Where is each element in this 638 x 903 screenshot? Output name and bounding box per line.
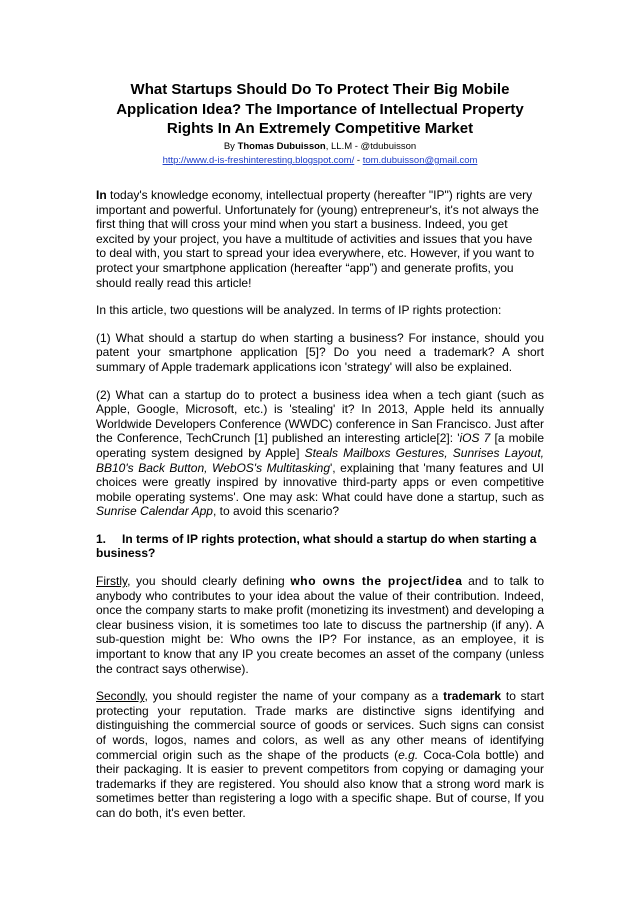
secondly-a: , you should register the name of your company as a — [144, 689, 444, 704]
intro-paragraph — [96, 188, 544, 290]
q2-part2: [a mobile operating system designed by Apple] — [96, 431, 545, 460]
firstly-a: , you should clearly defining — [127, 574, 291, 589]
heading-number: 1. — [96, 531, 107, 546]
analyzed-paragraph: In this article, two questions will be analyzed. In terms of IP rights protection: — [96, 303, 502, 318]
q2-features: Steals Mailboxs Gestures, Sunrises Layout, BB10's Back Button, WebOS's Multitasking — [96, 445, 544, 475]
contact-separator: - — [354, 155, 363, 166]
author-contact — [100, 155, 540, 167]
secondly-eg: e.g. — [398, 747, 419, 762]
author-byline — [100, 141, 540, 153]
firstly-bold: who owns the project/idea — [290, 574, 463, 589]
heading-text: In terms of IP rights protection, what should a startup do when starting a business? — [96, 531, 537, 561]
author-name: Thomas Dubuisson — [237, 141, 326, 152]
q2-part4: , to avoid this scenario? — [212, 504, 340, 519]
firstly-paragraph — [96, 574, 544, 676]
secondly-paragraph — [96, 689, 544, 820]
q2-part3: ', explaining that 'many features and UI choices were greatly inspired by innovative third-party apps or even competitive mobile operating systems'. One may ask: What could have done a startup, such as — [96, 460, 544, 504]
byline-by: By — [223, 141, 238, 152]
q2-sunrise: Sunrise Calendar App — [96, 504, 213, 519]
secondly-bold: trademark — [443, 689, 502, 704]
document-title: What Startups Should Do To Protect Their Big Mobile Application Idea? The Importance of Intellectual Property Rights In An Extremely Competitive Market — [116, 81, 524, 137]
author-credentials: , LL.M - @tdubuisson — [325, 141, 417, 152]
secondly-lead: Secondly — [96, 689, 145, 704]
secondly-c: Coca-Cola bottle) and their packaging. It is easier to prevent competitors from copying or damaging your trademarks if they are registered. You should also know that a strong word mark is sometimes better than registering a logo with a specific shape. But of course, If you can do both, it's even better. — [96, 747, 544, 820]
secondly-b: to start protecting your reputation. Trade marks are distinctive signs identifying and distinguishing the commercial source of goods or services. Such signs can consist of words, logos, names and colors, as well as any other means of identifying commercial origin such as the shape of the products ( — [96, 689, 544, 762]
section-heading-1 — [96, 532, 544, 561]
blog-link[interactable]: http://www.d-is-freshinteresting.blogspot.com/ — [162, 155, 355, 166]
q2-part1: (2) What can a startup do to protect a business idea when a tech giant (such as Apple, Google, Microsoft, etc.) is 'stealing' it? In 2013, Apple held its annually Worldwide Developers Conference (WWDC) conference in San Francisco. Just after the Conference, TechCrunch [1] published an interesting article[2]: ' — [96, 387, 544, 446]
question-2-paragraph — [96, 388, 544, 519]
firstly-lead: Firstly — [96, 574, 128, 589]
intro-lead: In — [96, 188, 107, 202]
article-body — [96, 188, 544, 834]
firstly-b: and to talk to anybody who contributes to your idea about the value of their contribution. Indeed, once the company starts to make profit (monetizing its investment) and developing a clear business vision, it is sometimes too late to discuss the partnership (if any). A sub-question might be: Who owns the IP? For instance, as an employee, it is important to know that any IP you create becomes an asset of the company (unless the contract says otherwise). — [96, 574, 544, 676]
question-1-paragraph: (1) What should a startup do when starting a business? For instance, should you patent your smartphone application [5]? Do you need a trademark? A short summary of Apple trademark applications icon 'strategy' will also be explained. — [96, 330, 544, 374]
email-link[interactable]: tom.dubuisson@gmail.com — [362, 155, 478, 166]
intro-text: today's knowledge economy, intellectual property (hereafter "IP") rights are very important and powerful. Unfortunately for (young) entrepreneur's, it's not always the first thing that will cross your mind when you start a business. Indeed, you get excited by your project, you have a multitude of activities and issues that you have to deal with, you start to spread your idea everywhere, etc. However, if you want to protect your smartphone application (hereafter “app”) and generate profits, you should really read this article! — [96, 188, 539, 290]
q2-ios7: iOS 7 — [459, 431, 491, 446]
